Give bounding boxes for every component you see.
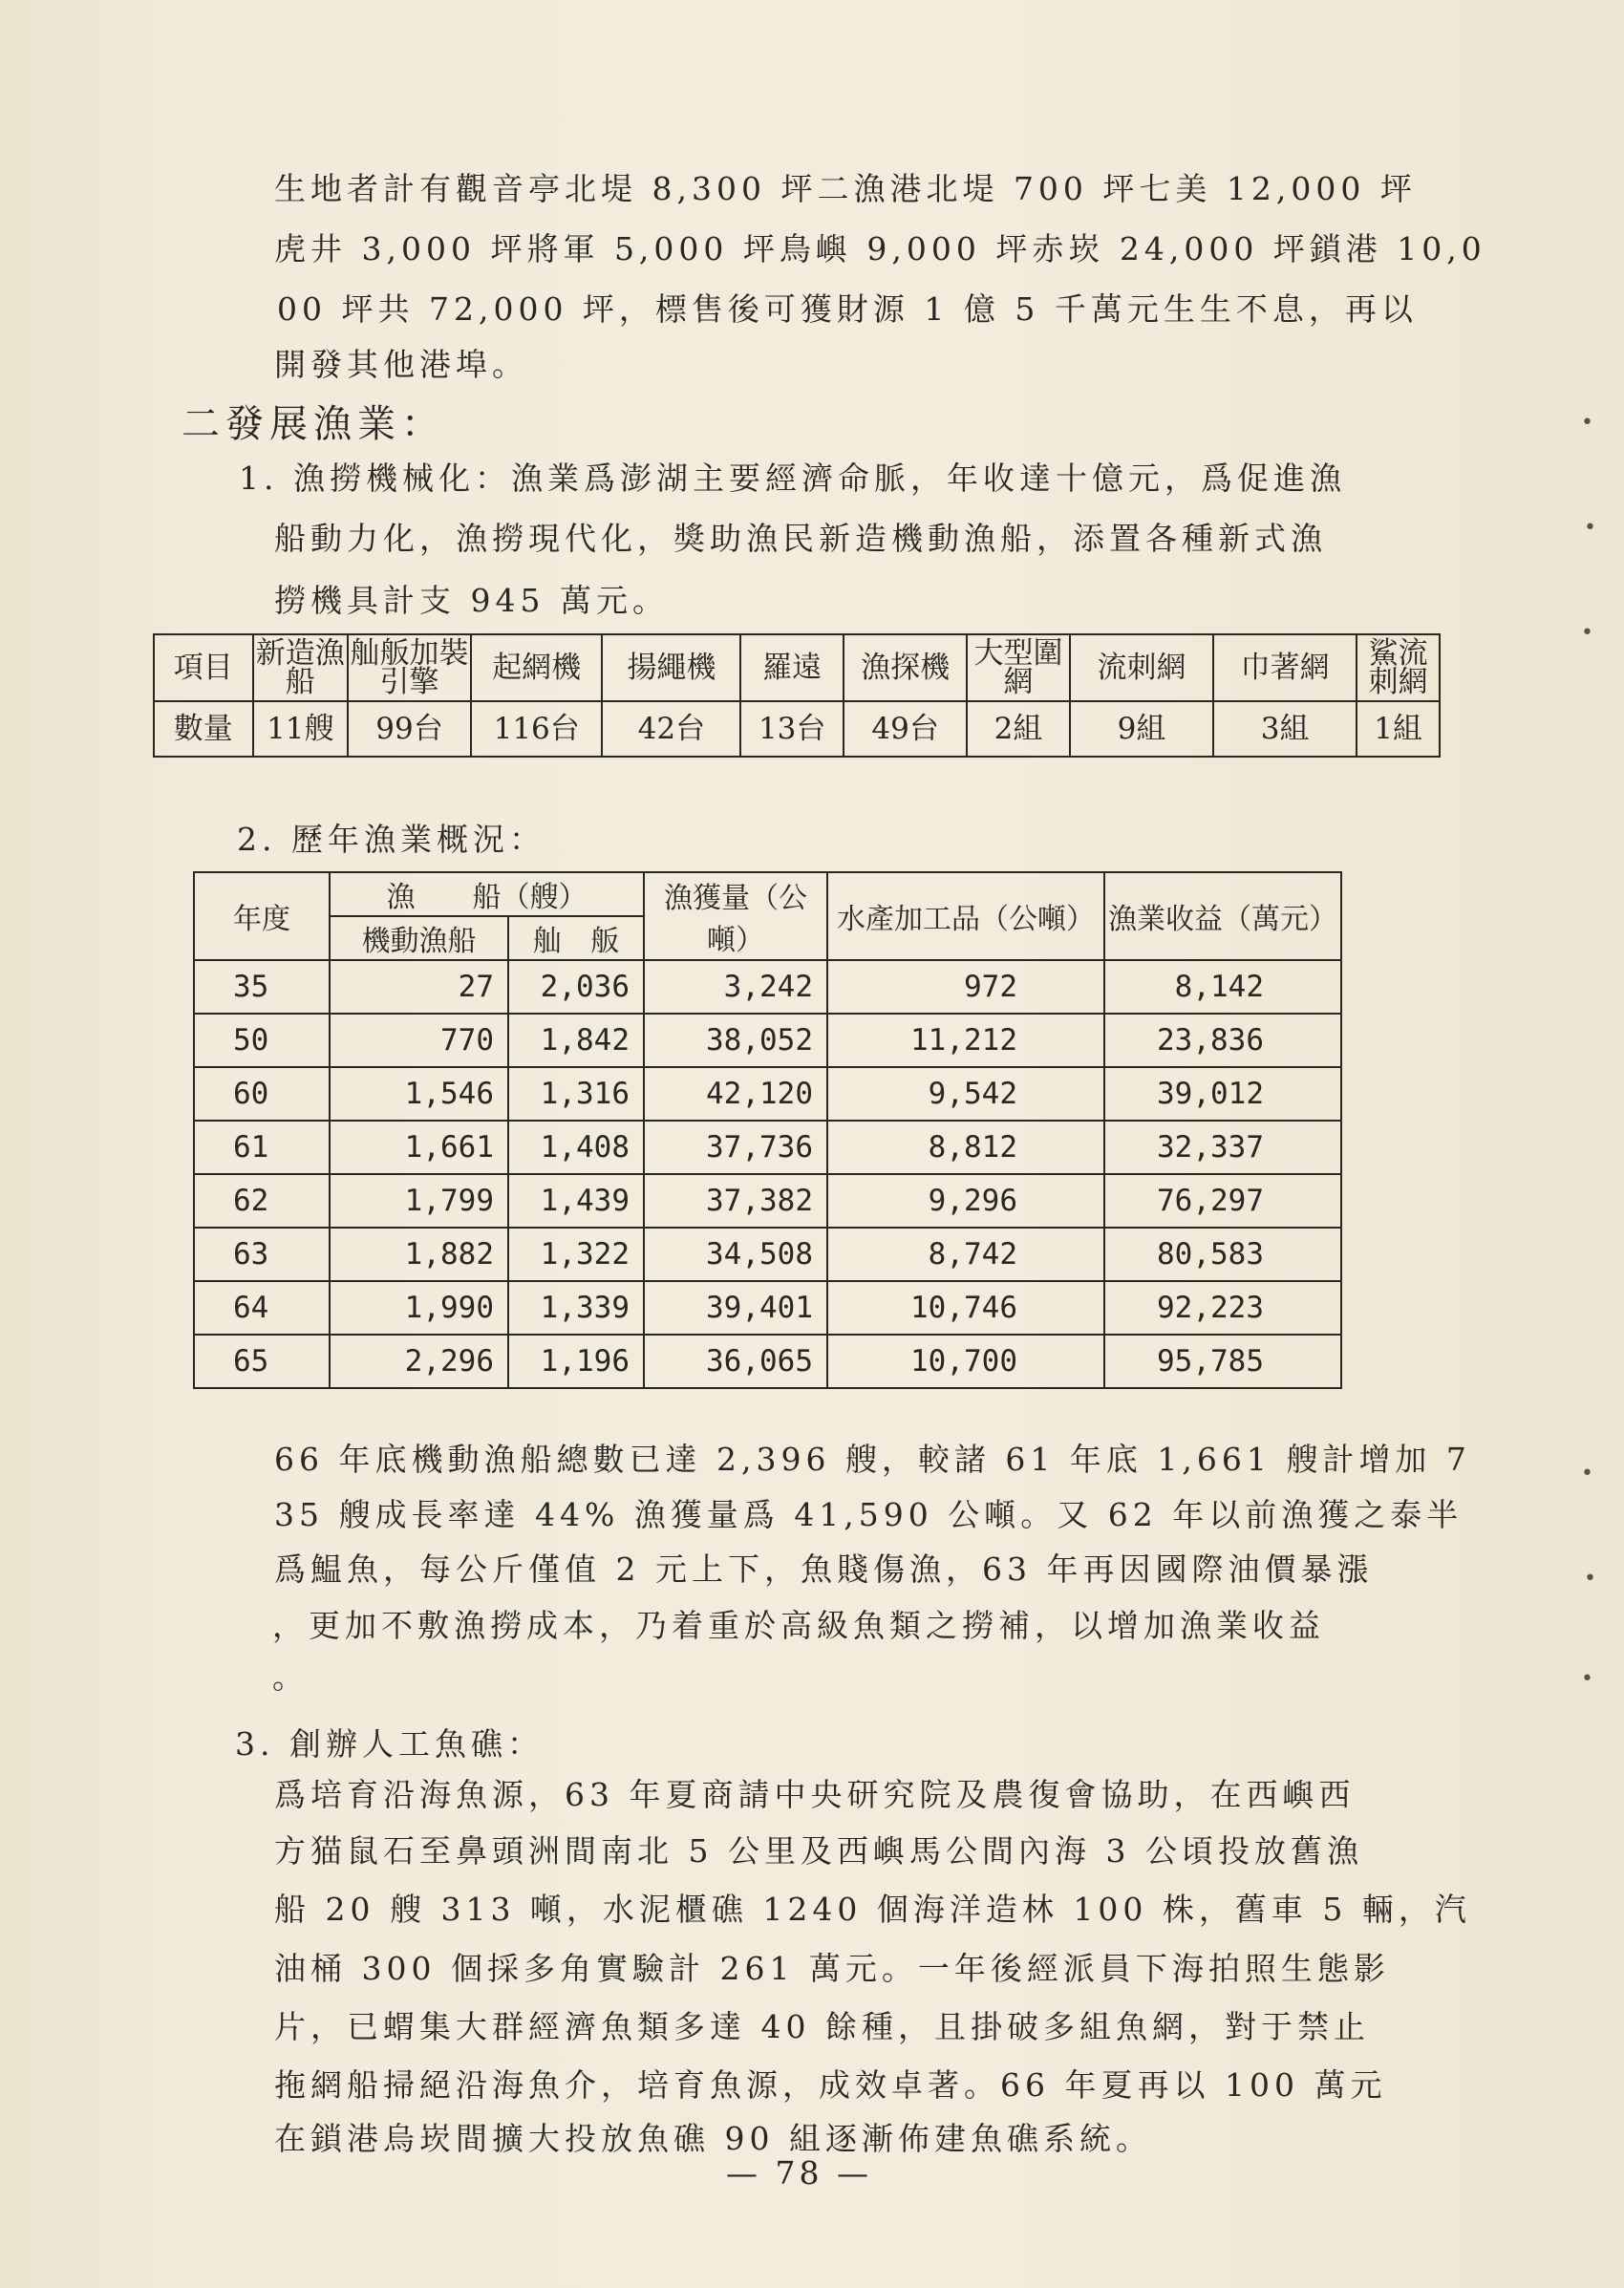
text-line: 撈機具計支 945 萬元。: [274, 582, 669, 619]
text-line: 1. 漁撈機械化：漁業爲澎湖主要經濟命脈，年收達十億元，爲促進漁: [239, 460, 1346, 497]
item-title: 2. 歷年漁業概況：: [237, 821, 545, 858]
table-cell: 61: [194, 1121, 330, 1174]
text-line: 方猫鼠石至鼻頭洲間南北 5 公里及西嶼馬公間內海 3 公頃投放舊漁: [274, 1832, 1363, 1870]
table-cell: 9組: [1070, 701, 1213, 757]
table-cell: 1,842: [508, 1014, 644, 1067]
table-cell: 3,242: [644, 960, 827, 1014]
table-cell: 羅遠: [740, 634, 844, 701]
text-line: 在鎖港烏崁間擴大投放魚礁 90 組逐漸佈建魚礁系統。: [274, 2120, 1152, 2157]
table-cell: 巾著網: [1213, 634, 1357, 701]
table-cell: 機動漁船: [330, 916, 508, 960]
table-cell: 9,542: [827, 1067, 1104, 1121]
table-cell: 972: [827, 960, 1104, 1014]
table-cell: 1,408: [508, 1121, 644, 1174]
table-cell: 10,700: [827, 1335, 1104, 1388]
table-cell: 1,316: [508, 1067, 644, 1121]
scan-speck: •: [1581, 621, 1593, 645]
table-cell: 65: [194, 1335, 330, 1388]
table-cell: 2,036: [508, 960, 644, 1014]
text-line: 拖網船掃絕沿海魚介，培育魚源，成效卓著。66 年夏再以 100 萬元: [274, 2066, 1387, 2104]
scan-speck: •: [1581, 1462, 1593, 1486]
table-cell: 起網機: [471, 634, 602, 701]
table-cell: 3組: [1213, 701, 1357, 757]
table-cell: 116台: [471, 701, 602, 757]
table-cell: 42,120: [644, 1067, 827, 1121]
table-cell: 大型圍網: [967, 634, 1070, 701]
table-cell: 76,297: [1104, 1174, 1341, 1228]
table-cell: 1,339: [508, 1281, 644, 1335]
equipment-table: [153, 633, 1441, 758]
table-cell: 漁業收益（萬元）: [1104, 872, 1341, 960]
table-cell: 63: [194, 1228, 330, 1281]
table-row: [194, 960, 1341, 1014]
table-cell: 37,382: [644, 1174, 827, 1228]
table-cell: 漁獲量（公噸）: [644, 872, 827, 960]
table-header-row: [154, 634, 1440, 701]
table-cell: 新造漁船: [253, 634, 348, 701]
table-cell: 8,742: [827, 1228, 1104, 1281]
table-row: [194, 1335, 1341, 1388]
text-line: 。: [272, 1658, 309, 1696]
page-number: — 78 —: [726, 2154, 872, 2192]
table-cell: 鯊流刺網: [1357, 634, 1440, 701]
scan-speck: •: [1581, 1667, 1593, 1691]
table-cell: 8,142: [1104, 960, 1341, 1014]
text-line: 00 坪共 72,000 坪，標售後可獲財源 1 億 5 千萬元生生不息，再以: [277, 290, 1418, 328]
table-cell: 60: [194, 1067, 330, 1121]
table-row: [194, 1228, 1341, 1281]
text-line: 35 艘成長率達 44% 漁獲量爲 41,590 公噸。又 62 年以前漁獲之泰半: [274, 1496, 1464, 1533]
table-cell: 年度: [194, 872, 330, 960]
fishery-overview-table: [193, 871, 1342, 1389]
table-cell: 1,322: [508, 1228, 644, 1281]
table-cell: 舢舨加裝引擎: [348, 634, 471, 701]
table-row: [154, 701, 1440, 757]
table-cell: 32,337: [1104, 1121, 1341, 1174]
table-cell: 1,882: [330, 1228, 508, 1281]
text-line: 66 年底機動漁船總數已達 2,396 艘，較諸 61 年底 1,661 艘計增加 7: [274, 1441, 1471, 1478]
text-line: ，更加不敷漁撈成本，乃着重於高級魚類之撈補，以增加漁業收益: [272, 1607, 1325, 1644]
table-cell: 揚繩機: [602, 634, 740, 701]
table-cell: 27: [330, 960, 508, 1014]
table-cell: 11艘: [253, 701, 348, 757]
table-cell: 11,212: [827, 1014, 1104, 1067]
text-line: 油桶 300 個採多角實驗計 261 萬元。一年後經派員下海拍照生態影: [274, 1950, 1390, 1987]
table-cell: 舢 舨: [508, 916, 644, 960]
table-cell: 水產加工品（公噸）: [827, 872, 1104, 960]
table-cell: 62: [194, 1174, 330, 1228]
table-cell: 37,736: [644, 1121, 827, 1174]
table-row: [194, 1121, 1341, 1174]
text-line: 船動力化，漁撈現代化，獎助漁民新造機動漁船，添置各種新式漁: [274, 520, 1327, 557]
item-title: 3. 創辦人工魚礁：: [235, 1725, 544, 1763]
text-line: 爲培育沿海魚源，63 年夏商請中央研究院及農復會協助，在西嶼西: [274, 1776, 1356, 1813]
table-row: [194, 1067, 1341, 1121]
table-cell: 2組: [967, 701, 1070, 757]
table-cell: 8,812: [827, 1121, 1104, 1174]
table-cell: 64: [194, 1281, 330, 1335]
table-cell: 漁探機: [844, 634, 967, 701]
text-line: 爲鰛魚，每公斤僅值 2 元上下，魚賤傷漁，63 年再因國際油價暴漲: [274, 1550, 1374, 1588]
table-cell: 數量: [154, 701, 253, 757]
table-cell: 10,746: [827, 1281, 1104, 1335]
text-line: 生地者計有觀音亭北堤 8,300 坪二漁港北堤 700 坪七美 12,000 坪: [274, 170, 1417, 207]
table-cell: 1組: [1357, 701, 1440, 757]
table-cell: 9,296: [827, 1174, 1104, 1228]
table-row: [194, 1281, 1341, 1335]
table-cell: 23,836: [1104, 1014, 1341, 1067]
scan-speck: •: [1584, 516, 1596, 540]
table-cell: 1,196: [508, 1335, 644, 1388]
table-cell: 34,508: [644, 1228, 827, 1281]
text-line: 船 20 艘 313 噸，水泥櫃礁 1240 個海洋造林 100 株，舊車 5 輛，汽: [274, 1891, 1471, 1928]
table-cell: 39,401: [644, 1281, 827, 1335]
scan-speck: •: [1584, 1567, 1596, 1591]
table-cell: 1,990: [330, 1281, 508, 1335]
table-cell: 1,661: [330, 1121, 508, 1174]
scan-speck: •: [1581, 411, 1593, 435]
table-cell: 35: [194, 960, 330, 1014]
table-cell: 1,546: [330, 1067, 508, 1121]
table-cell: 36,065: [644, 1335, 827, 1388]
table-row: [194, 1174, 1341, 1228]
table-cell: 流刺網: [1070, 634, 1213, 701]
table-cell: 770: [330, 1014, 508, 1067]
table-cell: 49台: [844, 701, 967, 757]
table-cell: 92,223: [1104, 1281, 1341, 1335]
section-heading: 二發展漁業：: [182, 402, 445, 446]
table-cell: 項目: [154, 634, 253, 701]
table-cell: 38,052: [644, 1014, 827, 1067]
table-cell: 漁 船（艘）: [330, 872, 644, 916]
table-cell: 2,296: [330, 1335, 508, 1388]
table-header-row: [194, 872, 1341, 916]
text-line: 片，已蝟集大群經濟魚類多達 40 餘種，且掛破多組魚網，對于禁止: [274, 2008, 1370, 2045]
table-cell: 95,785: [1104, 1335, 1341, 1388]
text-line: 開發其他港埠。: [274, 346, 528, 383]
table-cell: 50: [194, 1014, 330, 1067]
table-cell: 99台: [348, 701, 471, 757]
text-line: 虎井 3,000 坪將軍 5,000 坪鳥嶼 9,000 坪赤崁 24,000 坪鎖港 10,0: [274, 230, 1486, 267]
table-cell: 13台: [740, 701, 844, 757]
table-cell: 1,799: [330, 1174, 508, 1228]
table-row: [194, 1014, 1341, 1067]
table-cell: 1,439: [508, 1174, 644, 1228]
table-cell: 42台: [602, 701, 740, 757]
table-cell: 39,012: [1104, 1067, 1341, 1121]
table-cell: 80,583: [1104, 1228, 1341, 1281]
